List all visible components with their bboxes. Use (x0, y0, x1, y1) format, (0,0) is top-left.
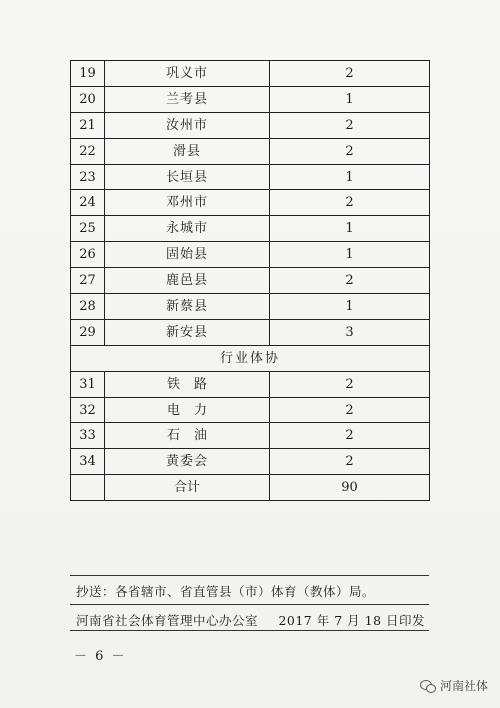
watermark (420, 677, 488, 694)
section-heading: 行业体协 (71, 345, 430, 371)
quota-count: 2 (270, 371, 430, 397)
table-row (71, 242, 430, 268)
cc-recipients: 抄送：各省辖市、省直管县（市）体育（教体）局。 (76, 584, 376, 599)
region-name: 鹿邑县 (105, 268, 270, 294)
section-heading-row (71, 345, 430, 371)
total-row (71, 475, 430, 501)
quota-count: 2 (270, 423, 430, 449)
association-name: 电力 (105, 397, 270, 423)
association-name: 黄委会 (105, 449, 270, 475)
table-row (71, 216, 430, 242)
quota-count: 2 (270, 138, 430, 164)
quota-count: 2 (270, 397, 430, 423)
association-name: 铁路 (105, 371, 270, 397)
issuing-office: 河南省社会体育管理中心办公室 (76, 613, 259, 628)
region-name: 长垣县 (105, 164, 270, 190)
row-number: 22 (71, 138, 105, 164)
quota-count: 2 (270, 268, 430, 294)
table-row (71, 61, 430, 87)
region-name: 邓州市 (105, 190, 270, 216)
quota-count: 3 (270, 319, 430, 345)
watermark-text: 河南社体 (439, 679, 488, 693)
table-row (71, 319, 430, 345)
region-name: 兰考县 (105, 86, 270, 112)
divider (70, 575, 429, 576)
table-row (71, 294, 430, 320)
empty-cell (71, 475, 105, 501)
divider (70, 604, 429, 605)
region-name: 新安县 (105, 319, 270, 345)
divider (70, 630, 429, 631)
table-row (71, 423, 430, 449)
quota-count: 1 (270, 216, 430, 242)
row-number: 20 (71, 86, 105, 112)
row-number: 31 (71, 371, 105, 397)
region-name: 新蔡县 (105, 294, 270, 320)
table-row (71, 190, 430, 216)
row-number: 21 (71, 112, 105, 138)
total-value: 90 (270, 475, 430, 501)
region-name: 汝州市 (105, 112, 270, 138)
row-number: 32 (71, 397, 105, 423)
quota-count: 2 (270, 190, 430, 216)
table-row (71, 371, 430, 397)
quota-count: 1 (270, 242, 430, 268)
association-name: 石油 (105, 423, 270, 449)
quota-count: 1 (270, 86, 430, 112)
quota-count: 2 (270, 449, 430, 475)
row-number: 25 (71, 216, 105, 242)
row-number: 34 (71, 449, 105, 475)
issue-date: 2017 年 7 月 18 日印发 (278, 613, 425, 628)
row-number: 27 (71, 268, 105, 294)
region-name: 固始县 (105, 242, 270, 268)
row-number: 29 (71, 319, 105, 345)
page-number: － 6 － (74, 649, 127, 664)
region-name: 永城市 (105, 216, 270, 242)
allocation-table (70, 60, 430, 501)
row-number: 24 (71, 190, 105, 216)
row-number: 23 (71, 164, 105, 190)
table-row (71, 112, 430, 138)
table-row (71, 138, 430, 164)
quota-count: 1 (270, 164, 430, 190)
table-row (71, 397, 430, 423)
row-number: 28 (71, 294, 105, 320)
row-number: 33 (71, 423, 105, 449)
table-row (71, 449, 430, 475)
region-name: 巩义市 (105, 61, 270, 87)
quota-count: 1 (270, 294, 430, 320)
region-name: 滑县 (105, 138, 270, 164)
quota-count: 2 (270, 112, 430, 138)
quota-count: 2 (270, 61, 430, 87)
table-row (71, 164, 430, 190)
wechat-icon (420, 679, 436, 693)
row-number: 19 (71, 61, 105, 87)
table-row (71, 268, 430, 294)
table-row (71, 86, 430, 112)
row-number: 26 (71, 242, 105, 268)
total-label: 合计 (105, 475, 270, 501)
